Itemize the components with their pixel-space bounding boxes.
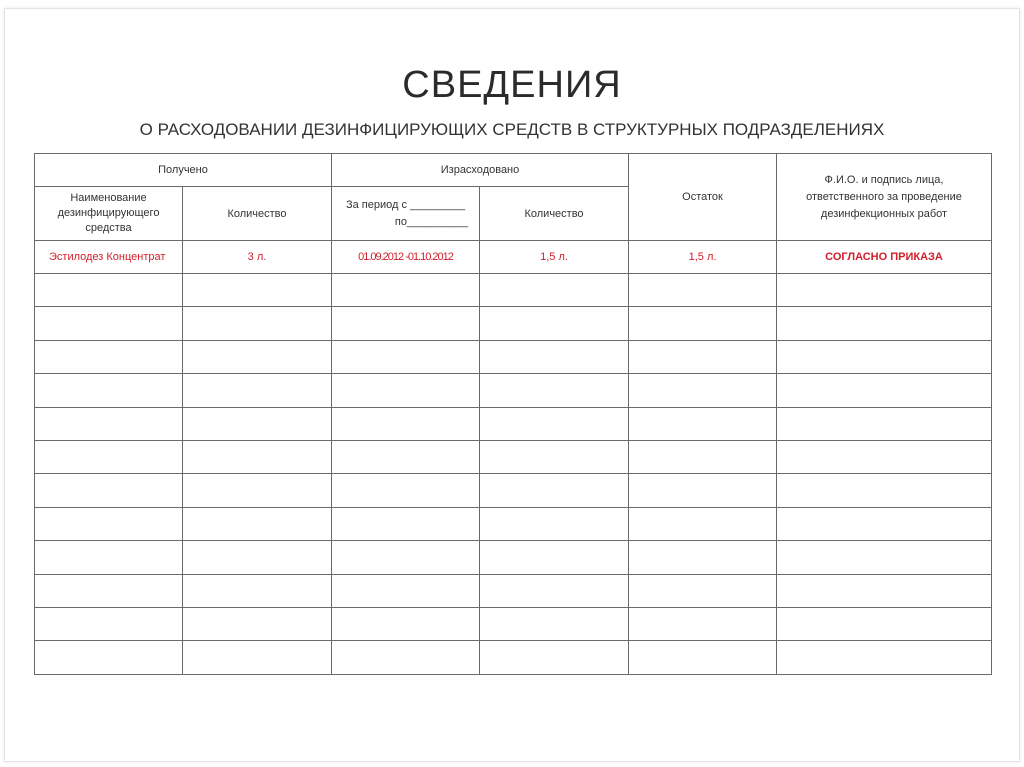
- empty-cell: [629, 474, 777, 507]
- empty-cell: [777, 440, 992, 473]
- empty-cell: [183, 507, 332, 540]
- empty-cell: [35, 340, 183, 373]
- entry-substance-name: Эстилодез Концентрат: [35, 241, 183, 274]
- header-received: Получено: [35, 154, 332, 187]
- empty-cell: [480, 340, 629, 373]
- empty-cell: [777, 541, 992, 574]
- empty-cell: [629, 274, 777, 307]
- empty-cell: [183, 607, 332, 640]
- header-substance-name: Наименование дезинфицирующего средства: [35, 187, 183, 241]
- empty-cell: [480, 274, 629, 307]
- header-quantity-spent: Количество: [480, 187, 629, 241]
- entry-remainder: 1,5 л.: [629, 241, 777, 274]
- empty-cell: [332, 340, 480, 373]
- empty-cell: [35, 541, 183, 574]
- document-title: СВЕДЕНИЯ: [402, 64, 622, 106]
- empty-cell: [777, 407, 992, 440]
- empty-cell: [777, 507, 992, 540]
- empty-row: [35, 507, 992, 540]
- entry-quantity-spent: 1,5 л.: [480, 241, 629, 274]
- empty-cell: [35, 274, 183, 307]
- empty-cell: [332, 474, 480, 507]
- empty-row: [35, 574, 992, 607]
- empty-row: [35, 474, 992, 507]
- empty-cell: [183, 407, 332, 440]
- empty-cell: [629, 541, 777, 574]
- empty-cell: [480, 374, 629, 407]
- empty-cell: [35, 407, 183, 440]
- empty-cell: [35, 574, 183, 607]
- empty-cell: [332, 641, 480, 674]
- records-table: [34, 153, 992, 675]
- empty-cell: [183, 340, 332, 373]
- empty-cell: [629, 607, 777, 640]
- empty-cell: [332, 541, 480, 574]
- empty-row: [35, 407, 992, 440]
- empty-cell: [480, 440, 629, 473]
- empty-row: [35, 541, 992, 574]
- entry-period: 01.09.2012 -01.10.2012: [332, 241, 480, 274]
- empty-row: [35, 274, 992, 307]
- empty-cell: [183, 641, 332, 674]
- header-quantity-received: Количество: [183, 187, 332, 241]
- empty-row: [35, 307, 992, 340]
- empty-cell: [480, 507, 629, 540]
- empty-cell: [35, 307, 183, 340]
- period-from-label: За период с _________: [345, 198, 466, 211]
- empty-cell: [777, 607, 992, 640]
- empty-cell: [777, 641, 992, 674]
- empty-cell: [480, 574, 629, 607]
- empty-cell: [332, 440, 480, 473]
- empty-cell: [183, 307, 332, 340]
- empty-cell: [332, 574, 480, 607]
- empty-cell: [183, 440, 332, 473]
- empty-cell: [629, 374, 777, 407]
- empty-cell: [629, 340, 777, 373]
- empty-cell: [332, 374, 480, 407]
- empty-cell: [35, 474, 183, 507]
- empty-cell: [332, 507, 480, 540]
- empty-cell: [480, 474, 629, 507]
- empty-cell: [35, 607, 183, 640]
- empty-cell: [35, 641, 183, 674]
- empty-cell: [777, 340, 992, 373]
- entry-row: [35, 241, 992, 274]
- empty-cell: [183, 374, 332, 407]
- empty-cell: [629, 407, 777, 440]
- empty-cell: [183, 574, 332, 607]
- empty-cell: [480, 541, 629, 574]
- empty-row: [35, 340, 992, 373]
- empty-cell: [629, 574, 777, 607]
- empty-cell: [35, 440, 183, 473]
- header-remainder: Остаток: [629, 154, 777, 241]
- empty-cell: [777, 307, 992, 340]
- empty-cell: [629, 440, 777, 473]
- empty-row: [35, 607, 992, 640]
- empty-cell: [480, 407, 629, 440]
- empty-cell: [480, 307, 629, 340]
- empty-cell: [35, 374, 183, 407]
- empty-cell: [480, 641, 629, 674]
- empty-cell: [629, 641, 777, 674]
- empty-cell: [35, 507, 183, 540]
- empty-cell: [777, 374, 992, 407]
- empty-cell: [332, 407, 480, 440]
- empty-cell: [183, 541, 332, 574]
- entry-quantity-received: 3 л.: [183, 241, 332, 274]
- empty-cell: [777, 274, 992, 307]
- empty-row: [35, 641, 992, 674]
- empty-cell: [332, 307, 480, 340]
- empty-row: [35, 440, 992, 473]
- empty-cell: [629, 507, 777, 540]
- empty-cell: [629, 307, 777, 340]
- empty-cell: [183, 474, 332, 507]
- period-to-label: по__________: [394, 215, 469, 228]
- empty-row: [35, 374, 992, 407]
- document-subtitle: О РАСХОДОВАНИИ ДЕЗИНФИЦИРУЮЩИХ СРЕДСТВ В СТРУКТУРНЫХ ПОДРАЗДЕЛЕНИЯХ: [139, 120, 885, 139]
- header-responsible: Ф.И.О. и подпись лица, ответственного за проведение дезинфекционных работ: [777, 154, 992, 241]
- header-spent: Израсходовано: [332, 154, 629, 187]
- empty-cell: [777, 574, 992, 607]
- empty-cell: [480, 607, 629, 640]
- header-period: [332, 187, 480, 241]
- empty-cell: [777, 474, 992, 507]
- entry-signature: СОГЛАСНО ПРИКАЗА: [777, 241, 992, 274]
- empty-cell: [332, 274, 480, 307]
- empty-cell: [332, 607, 480, 640]
- empty-cell: [183, 274, 332, 307]
